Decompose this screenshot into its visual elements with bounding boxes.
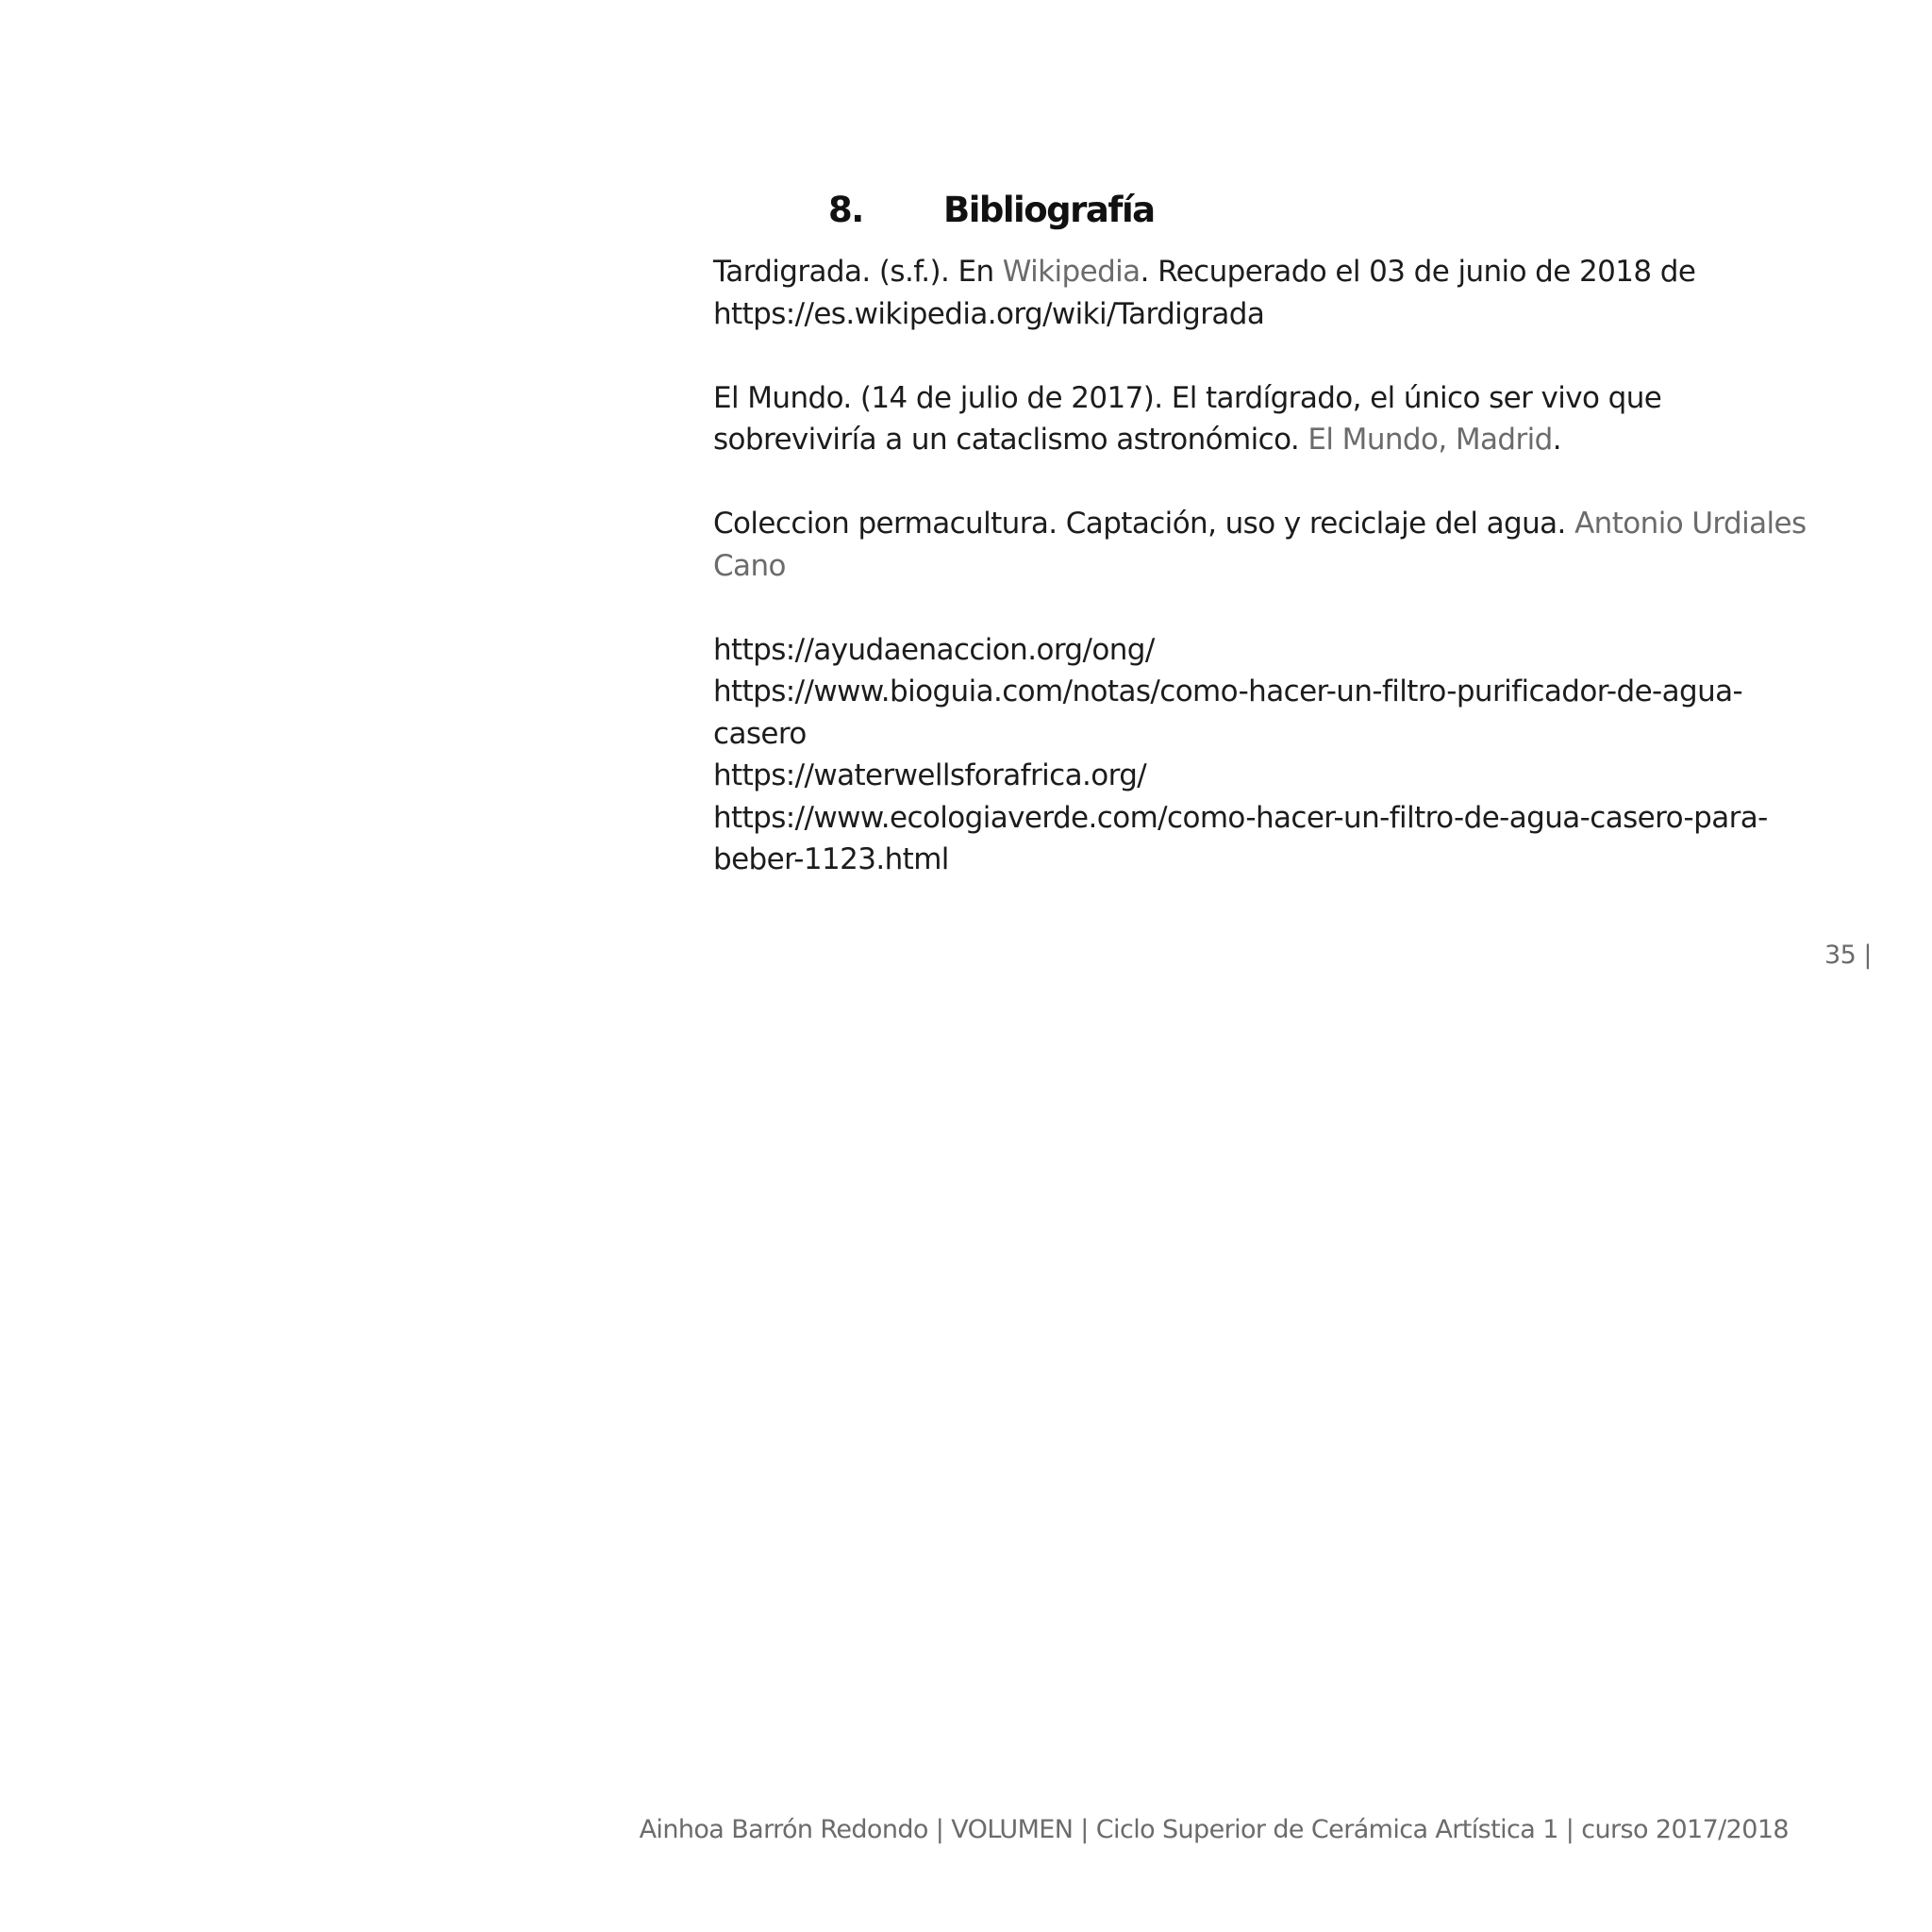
reference-text: Tardigrada. (s.f.). En [713,255,1003,289]
section-title: Bibliografía [943,189,1155,230]
bibliography-list [713,251,1807,881]
reference-entry-1 [713,251,1807,335]
reference-text: . [1552,423,1561,457]
reference-link-bioguia: https://www.bioguia.com/notas/como-hacer-un-filtro-purificador-de-agua-casero [713,675,1743,751]
reference-link-ecologiaverde: https://www.ecologiaverde.com/como-hacer-un-filtro-de-agua-casero-para-beber-1123.html [713,800,1768,876]
reference-source: Antonio Urdiales Cano [713,507,1807,583]
section-number: 8. [828,189,863,230]
link-list [713,629,1807,881]
reference-text: . Recuperado el 03 de junio de 2018 de https://es.wikipedia.org/wiki/Tardigrada [713,255,1696,331]
reference-source: Wikipedia [1002,255,1141,289]
reference-link-ayudaenaccion: https://ayudaenaccion.org/ong/ [713,632,1155,667]
section-heading [828,190,1155,230]
reference-link-waterwells: https://waterwellsforafrica.org/ [713,758,1147,792]
reference-text: El Mundo. (14 de julio de 2017). El tardígrado, el único ser vivo que sobreviviría a un cataclismo astronómico. [713,380,1662,457]
reference-entry-3 [713,503,1807,587]
page-number: 35 | [1824,941,1872,970]
page-footer: Ainhoa Barrón Redondo | VOLUMEN | Ciclo Superior de Cerámica Artística 1 | curso 2017/2018 [639,1815,1789,1844]
reference-entry-2 [713,377,1807,461]
reference-text: Coleccion permacultura. Captación, uso y reciclaje del agua. [713,507,1575,541]
reference-source: El Mundo, Madrid [1307,423,1553,457]
